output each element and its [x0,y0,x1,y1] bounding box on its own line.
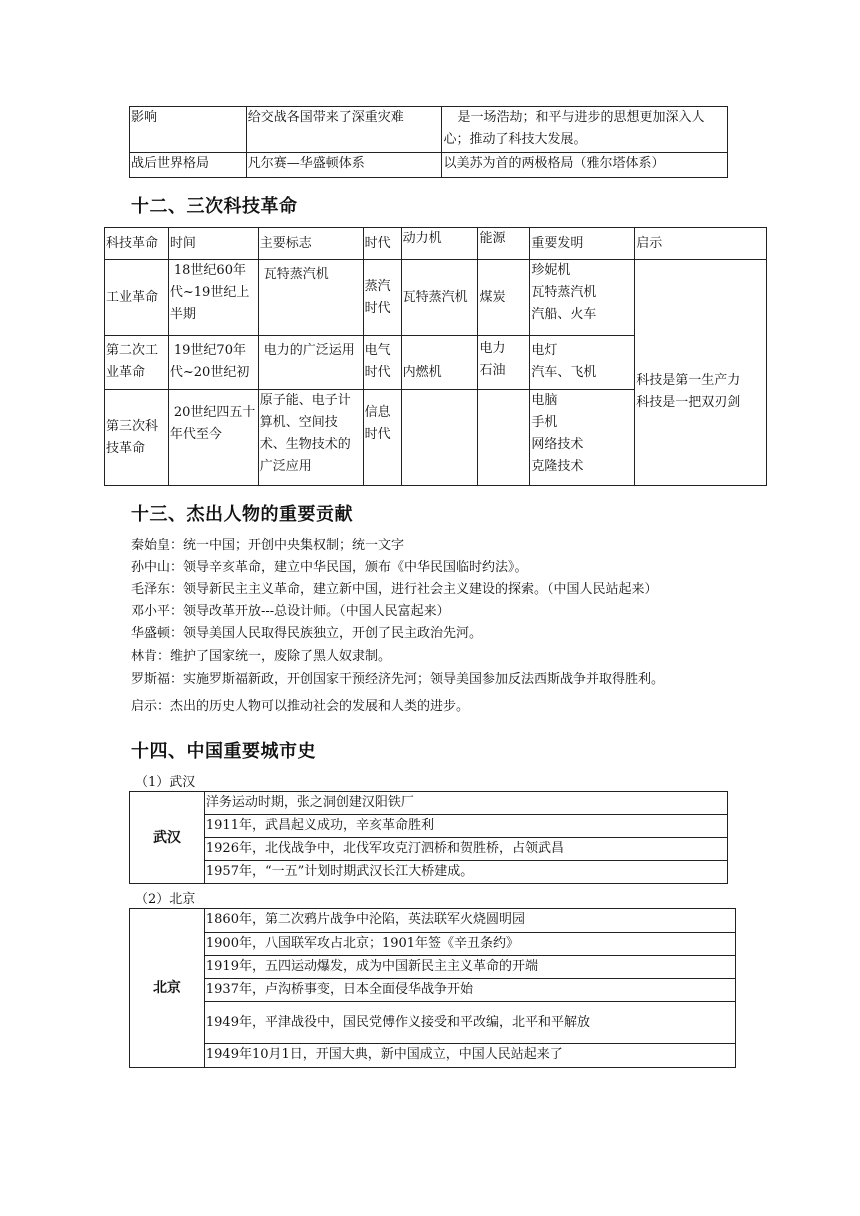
table-row [130,792,728,815]
table-cell: 影响 [130,107,247,153]
contribution-line: 秦始皇：统一中国；开创中央集权制；统一文字 [131,538,405,553]
table-cell: 以美苏为首的两极格局（雅尔塔体系） [442,153,728,178]
event-cell: 1926年，北伐战争中，北伐军攻克汀泗桥和贺胜桥，占领武昌 [204,838,727,861]
table-cell: 战后世界格局 [130,153,247,178]
contribution-line: 孙中山：领导辛亥革命，建立中华民国，颁布《中华民国临时约法》。 [131,560,528,575]
event-cell: 1949年10月1日，开国大典，新中国成立，中国人民站起来了 [204,1044,735,1068]
section-heading: 十三、杰出人物的重要贡献 [131,504,353,525]
header-cell: 主要标志 [258,228,363,260]
table-cell: 原子能、电子计算机、空间技术、生物技术的广泛应用 [258,390,363,486]
event-cell: 1937年，卢沟桥事变，日本全面侵华战争开始 [204,979,735,1002]
table-cell: 电灯 汽车、飞机 [530,336,635,390]
table-cell: 18世纪60年代~19世纪上半期 [168,260,258,336]
contribution-line: 华盛顿：领导美国人民取得民族独立，开创了民主政治先河。 [131,626,483,641]
section-heading: 十四、中国重要城市史 [131,741,316,762]
table-row [130,909,736,933]
contribution-line: 罗斯福：实施罗斯福新政，开创国家干预经济先河；领导美国参加反法西斯战争并取得胜利。 [131,672,665,687]
event-cell: 1900年，八国联军攻占北京；1901年签《辛丑条约》 [204,933,735,956]
table-cell: 工业革命 [105,260,169,336]
table-cell: 第三次科技革命 [105,390,169,486]
table-cell: 是一场浩劫；和平与进步的思想更加深入人心；推动了科技大发展。 [442,107,728,153]
event-cell: 1919年，五四运动爆发，成为中国新民主主义革命的开端 [204,956,735,979]
header-cell: 时间 [168,228,258,260]
table-row [130,107,728,153]
beijing-table [129,908,736,1068]
table-cell: 电力 石油 [478,336,530,390]
event-cell: 1860年，第二次鸦片战争中沦陷，英法联军火烧圆明园 [204,909,735,933]
table-cell: 凡尔赛—华盛顿体系 [246,153,442,178]
table-cell: 电气时代 [363,336,401,390]
city-label-wuhan: （1）武汉 [135,775,196,790]
table-cell [478,390,530,486]
contribution-line: 邓小平：领导改革开放---总设计师。（中国人民富起来） [131,604,450,619]
event-cell: 1949年，平津战役中，国民党傅作义接受和平改编，北平和平解放 [204,1002,735,1044]
table-cell: 电脑 手机 网络技术 克隆技术 [530,390,635,486]
event-cell: 1911年，武昌起义成功，辛亥革命胜利 [204,815,727,838]
table-cell: 19世纪70年代~20世纪初 [168,336,258,390]
header-cell: 重要发明 [530,228,635,260]
wuhan-table [129,791,728,884]
table-cell: 信息时代 [363,390,401,486]
contribution-line: 启示：杰出的历史人物可以推动社会的发展和人类的进步。 [131,699,470,714]
header-cell: 科技革命 [105,228,169,260]
table-cell: 内燃机 [401,336,478,390]
city-name: 北京 [130,909,205,1068]
table-row [130,1002,736,1044]
section-heading: 十二、三次科技革命 [131,196,298,217]
table-header-row [105,228,767,260]
table-row [105,260,767,336]
table-cell: 给交战各国带来了深重灾难 [246,107,442,153]
header-cell: 时代 [363,228,401,260]
table-row [130,861,728,884]
table-cell: 电力的广泛运用 [258,336,363,390]
table-cell: 蒸汽时代 [363,260,401,336]
city-label-beijing: （2）北京 [135,892,196,907]
table-cell: 第二次工业革命 [105,336,169,390]
city-name: 武汉 [130,792,205,884]
header-cell: 能源 [478,228,530,260]
event-cell: 1957年，“一五”计划时期武汉长江大桥建成。 [204,861,727,884]
table-row [130,153,728,178]
table-row [130,815,728,838]
event-cell: 洋务运动时期，张之洞创建汉阳铁厂 [204,792,727,815]
tech-revolution-table [104,227,767,486]
table-cell: 珍妮机 瓦特蒸汽机 汽船、火车 [530,260,635,336]
table-row [130,933,736,956]
table-cell [401,390,478,486]
lesson-cell: 科技是第一生产力 科技是一把双刃剑 [635,260,767,486]
table-cell: 瓦特蒸汽机 [258,260,363,336]
table-row [130,979,736,1002]
table-cell: 20世纪四五十年代至今 [168,390,258,486]
table-row [130,838,728,861]
contribution-line: 毛泽东：领导新民主主义革命，建立新中国，进行社会主义建设的探索。（中国人民站起来） [131,582,658,597]
table-cell: 煤炭 [478,260,530,336]
table-cell: 瓦特蒸汽机 [401,260,478,336]
header-cell: 启示 [635,228,767,260]
table-row [130,1044,736,1068]
contribution-line: 林肯：维护了国家统一，废除了黑人奴隶制。 [131,649,392,664]
header-cell: 动力机 [401,228,478,260]
table-row [130,956,736,979]
ww-comparison-table [129,106,728,178]
